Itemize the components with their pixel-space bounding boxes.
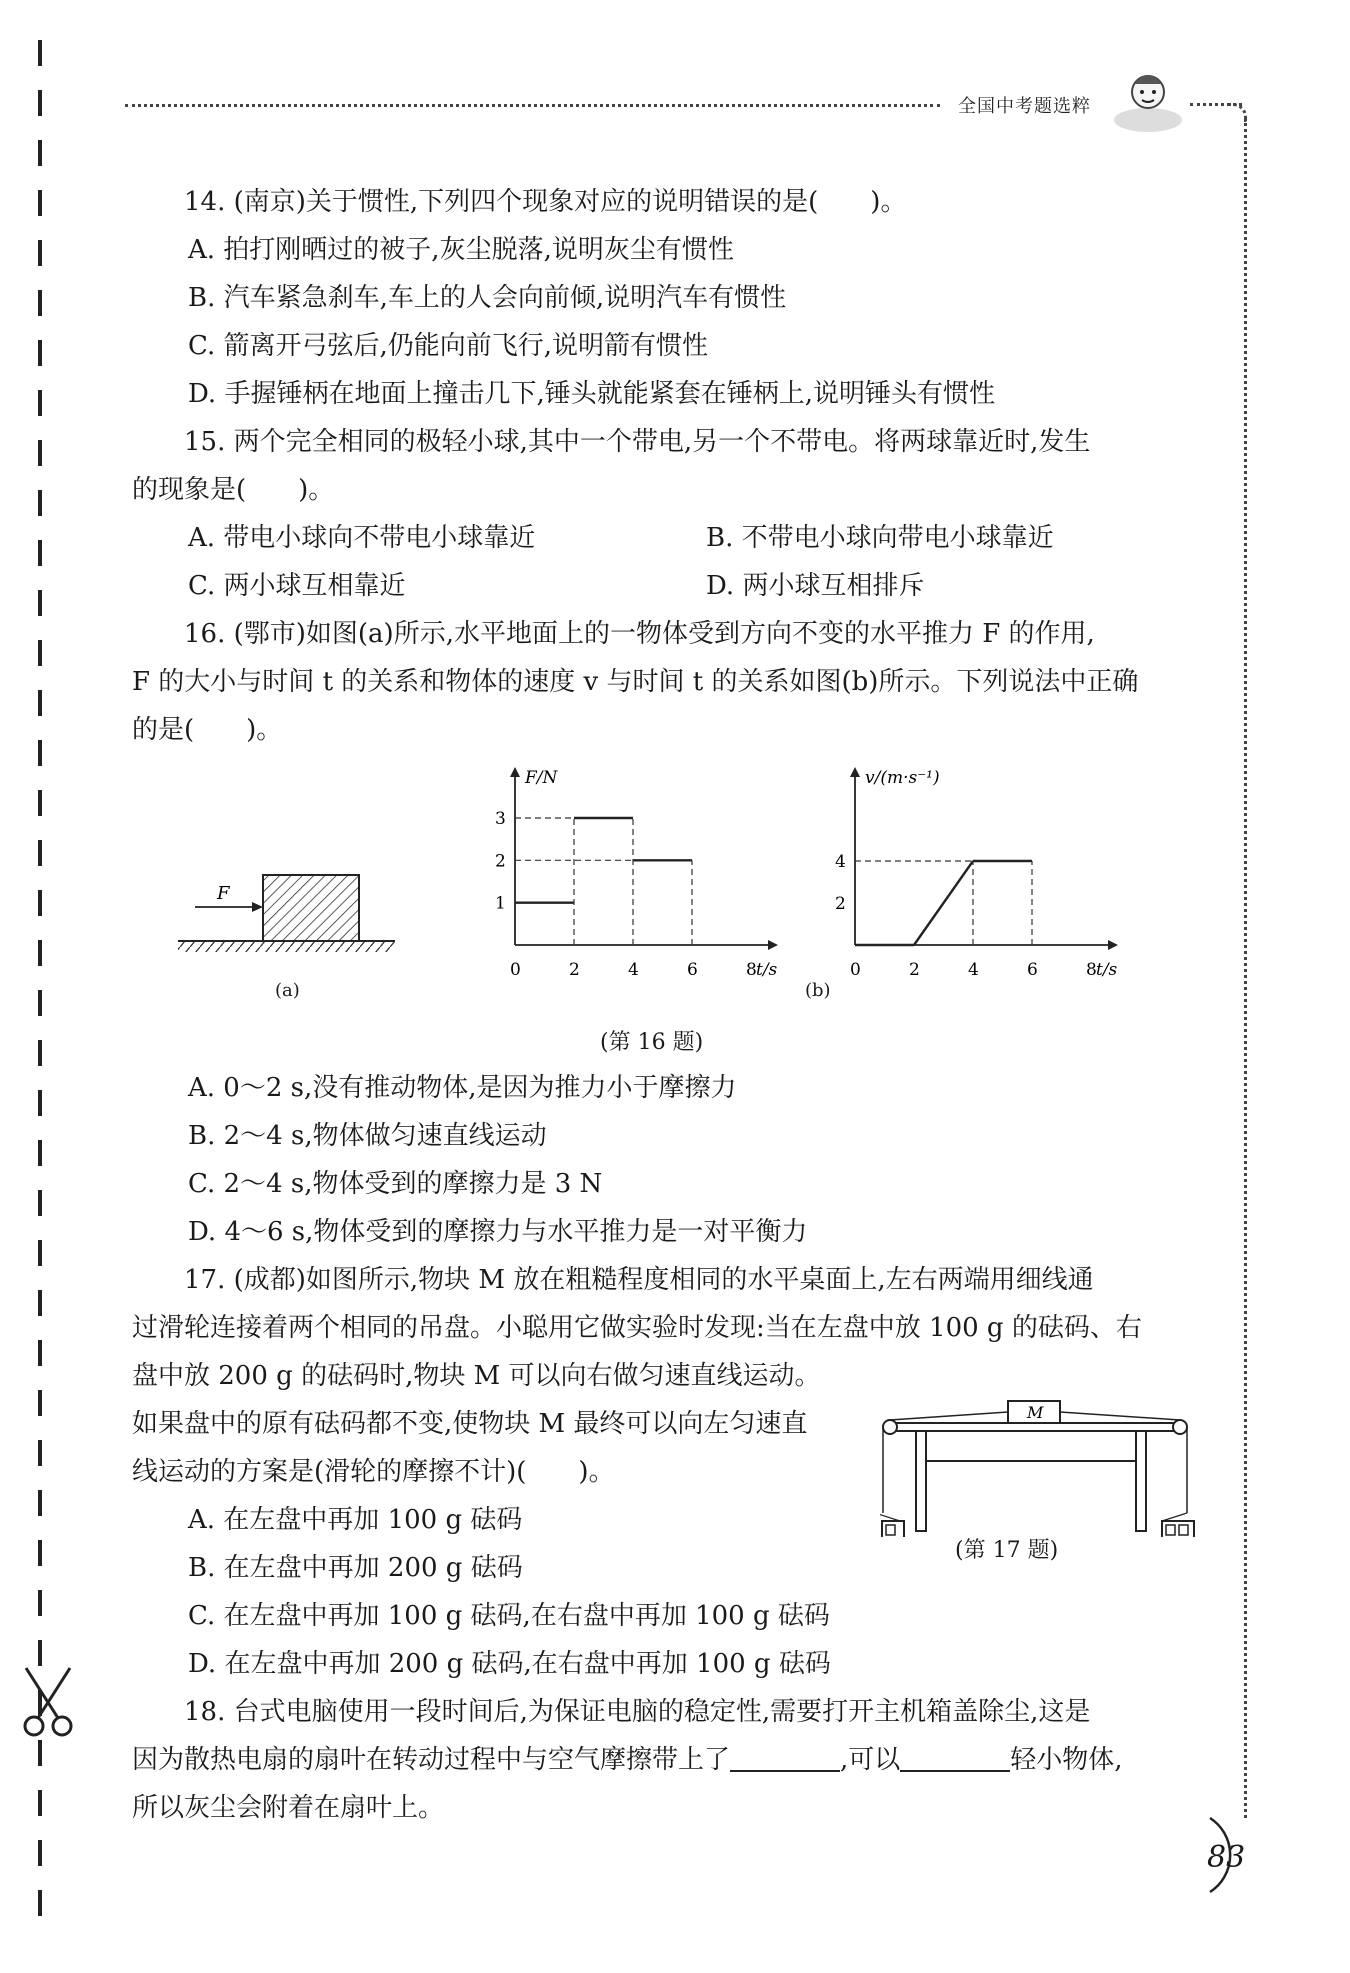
q15-options-row2 bbox=[132, 562, 1192, 610]
q18-line2-part3: 轻小物体, bbox=[1010, 1745, 1123, 1775]
ground-hatch bbox=[178, 942, 395, 952]
q17-line3: 盘中放 200 g 的砝码时,物块 M 可以向右做匀速直线运动。 bbox=[132, 1361, 821, 1391]
q17-option-d: D. 在左盘中再加 200 g 砝码,在右盘中再加 100 g 砝码 bbox=[188, 1649, 831, 1679]
q16-stem-line3: 的是( )。 bbox=[132, 715, 283, 745]
string-left bbox=[890, 1412, 1008, 1420]
pan-left-hanger bbox=[880, 1513, 900, 1521]
q17-line5: 线运动的方案是(滑轮的摩擦不计)( )。 bbox=[132, 1457, 615, 1487]
q14-option-d: D. 手握锤柄在地面上撞击几下,锤头就能紧套在锤柄上,说明锤头有惯性 bbox=[188, 379, 995, 409]
x-tick-label: 4 bbox=[628, 960, 639, 980]
q18-answer-blank-1[interactable] bbox=[730, 1740, 840, 1772]
pan-right-hanger bbox=[1162, 1513, 1187, 1521]
x-tick-label: 0 bbox=[510, 960, 521, 980]
q16-caption: (第 16 题) bbox=[600, 1030, 704, 1055]
q18-line2-part2: ,可以 bbox=[840, 1745, 901, 1775]
q16-option-a: A. 0～2 s,没有推动物体,是因为推力小于摩擦力 bbox=[188, 1073, 737, 1103]
q17-caption: (第 17 题) bbox=[955, 1538, 1059, 1563]
q18-line3: 所以灰尘会附着在扇叶上。 bbox=[132, 1793, 445, 1823]
series-title: 全国中考题选粹 bbox=[958, 96, 1091, 117]
x-axis-arrow bbox=[1108, 940, 1118, 950]
y-tick-label: 4 bbox=[835, 852, 846, 872]
string-right bbox=[1060, 1412, 1180, 1420]
q14-stem: 14. (南京)关于惯性,下列四个现象对应的说明错误的是( )。 bbox=[184, 187, 907, 217]
cut-line bbox=[38, 40, 42, 1940]
x-tick-label: 6 bbox=[1027, 960, 1038, 980]
fig-b-label: (b) bbox=[805, 980, 831, 1001]
x-axis-label: t/s bbox=[756, 960, 778, 980]
q17-option-c: C. 在左盘中再加 100 g 砝码,在右盘中再加 100 g 砝码 bbox=[188, 1601, 830, 1631]
q15-stem-line2: 的现象是( )。 bbox=[132, 475, 335, 505]
x-axis-label: t/s bbox=[1096, 960, 1118, 980]
q16-stem-line1: 16. (鄂市)如图(a)所示,水平地面上的一物体受到方向不变的水平推力 F 的作用, bbox=[184, 619, 1095, 649]
mascot-icon bbox=[1108, 60, 1188, 140]
q14-option-a: A. 拍打刚晒过的被子,灰尘脱落,说明灰尘有惯性 bbox=[188, 235, 734, 265]
right-frame-rule bbox=[1244, 118, 1247, 1818]
pulley-right bbox=[1173, 1420, 1187, 1434]
table-leg-right bbox=[1136, 1431, 1146, 1531]
q16-option-d: D. 4～6 s,物体受到的摩擦力与水平推力是一对平衡力 bbox=[188, 1217, 808, 1247]
table-leg-left bbox=[916, 1431, 926, 1531]
q17-apparatus bbox=[880, 1385, 1200, 1545]
block-m-label: M bbox=[1027, 1403, 1044, 1422]
weight-right-1 bbox=[1166, 1525, 1175, 1535]
q18-line1: 18. 台式电脑使用一段时间后,为保证电脑的稳定性,需要打开主机箱盖除尘,这是 bbox=[184, 1697, 1091, 1727]
q14-option-b: B. 汽车紧急刹车,车上的人会向前倾,说明汽车有惯性 bbox=[188, 283, 787, 313]
y-axis-arrow bbox=[850, 767, 860, 777]
q18-answer-blank-2[interactable] bbox=[900, 1740, 1010, 1772]
x-tick-label: 4 bbox=[968, 960, 979, 980]
pulley-left bbox=[883, 1420, 897, 1434]
x-tick-label: 0 bbox=[850, 960, 861, 980]
x-tick-label: 6 bbox=[687, 960, 698, 980]
y-axis-label: F/N bbox=[525, 768, 558, 788]
x-axis-arrow bbox=[768, 940, 778, 950]
header-rule bbox=[125, 104, 940, 107]
weight-right-2 bbox=[1179, 1525, 1188, 1535]
force-arrowhead bbox=[252, 902, 263, 912]
velocity-time-chart bbox=[810, 755, 1140, 985]
x-tick-label: 8 bbox=[746, 960, 757, 980]
force-time-chart bbox=[470, 755, 800, 985]
q17-option-b: B. 在左盘中再加 200 g 砝码 bbox=[188, 1553, 523, 1583]
q15-option-d: D. 两小球互相排斥 bbox=[706, 571, 925, 601]
page-number: 83 bbox=[1207, 1840, 1246, 1875]
y-tick-label: 1 bbox=[495, 893, 506, 914]
block bbox=[263, 875, 359, 941]
q16-stem-line2: F 的大小与时间 t 的关系和物体的速度 v 与时间 t 的关系如图(b)所示。下列说法中正确 bbox=[132, 667, 1139, 697]
q18-line2-part1: 因为散热电扇的扇叶在转动过程中与空气摩擦带上了 bbox=[132, 1745, 731, 1775]
q17-option-a: A. 在左盘中再加 100 g 砝码 bbox=[188, 1505, 523, 1535]
y-tick-label: 3 bbox=[495, 809, 506, 829]
q17-line1: 17. (成都)如图所示,物块 M 放在粗糙程度相同的水平桌面上,左右两端用细线通 bbox=[184, 1265, 1094, 1295]
weight-left bbox=[886, 1525, 895, 1535]
y-tick-label: 2 bbox=[495, 851, 506, 872]
force-label: F bbox=[217, 883, 230, 904]
y-tick-label: 2 bbox=[835, 894, 846, 914]
data-segment bbox=[914, 861, 973, 945]
q14-option-c: C. 箭离开弓弦后,仍能向前飞行,说明箭有惯性 bbox=[188, 331, 709, 361]
q15-option-c: C. 两小球互相靠近 bbox=[188, 571, 406, 601]
q17-figure bbox=[880, 1385, 1200, 1585]
x-tick-label: 8 bbox=[1086, 960, 1097, 980]
fig-a-label: (a) bbox=[275, 980, 300, 1001]
y-axis-label: v/(m·s⁻¹) bbox=[865, 768, 940, 788]
q16-figure bbox=[170, 755, 1170, 1085]
q15-option-a: A. 带电小球向不带电小球靠近 bbox=[188, 523, 536, 553]
y-axis-arrow bbox=[510, 767, 520, 777]
x-tick-label: 2 bbox=[909, 960, 920, 980]
q17-line2: 过滑轮连接着两个相同的吊盘。小聪用它做实验时发现:当在左盘中放 100 g 的砝码、右 bbox=[132, 1313, 1142, 1343]
table-top bbox=[888, 1423, 1180, 1431]
x-tick-label: 2 bbox=[569, 960, 580, 980]
q15-option-b: B. 不带电小球向带电小球靠近 bbox=[706, 523, 1054, 553]
scissors-icon bbox=[18, 1660, 78, 1740]
q16-option-b: B. 2～4 s,物体做匀速直线运动 bbox=[188, 1121, 547, 1151]
q16-option-c: C. 2～4 s,物体受到的摩擦力是 3 N bbox=[188, 1169, 603, 1199]
q15-options-row1 bbox=[132, 514, 1192, 562]
q15-stem-line1: 15. 两个完全相同的极轻小球,其中一个带电,另一个不带电。将两球靠近时,发生 bbox=[184, 427, 1091, 457]
q18-line2 bbox=[132, 1736, 1192, 1784]
q17-line4: 如果盘中的原有砝码都不变,使物块 M 最终可以向左匀速直 bbox=[132, 1409, 808, 1439]
